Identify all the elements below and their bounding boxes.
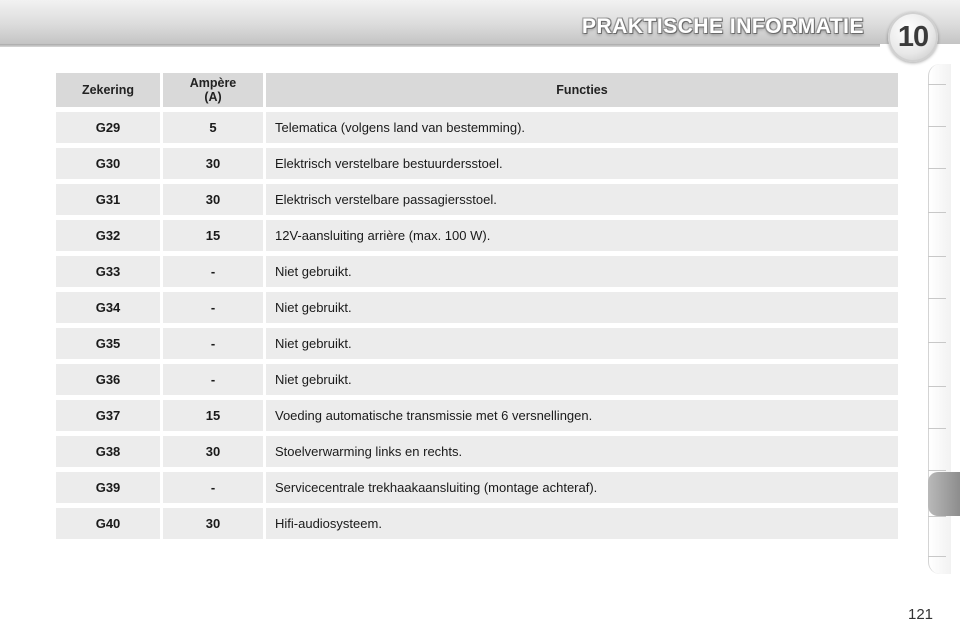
function-cell: Stoelverwarming links en rechts. [266,436,898,467]
fuse-table [53,68,901,544]
table-row [56,220,898,251]
function-cell: Niet gebruikt. [266,364,898,395]
chapter-tab-divider [928,342,946,343]
page-number: 121 [908,606,934,623]
table-row [56,292,898,323]
header-divider [0,44,880,47]
function-cell: Niet gebruikt. [266,328,898,359]
column-header-ampere-line2: (A) [204,90,222,104]
table-row [56,328,898,359]
ampere-cell: 15 [163,220,263,251]
ampere-cell: 15 [163,400,263,431]
column-header-fuse-label: Zekering [81,83,135,97]
function-cell: Servicecentrale trekhaakaansluiting (montage achteraf). [266,472,898,503]
column-header-functions [266,73,898,107]
ampere-cell: 30 [163,436,263,467]
table-row [56,148,898,179]
fuse-cell: G32 [56,220,160,251]
column-header-fuse [56,73,160,107]
table-row [56,364,898,395]
function-cell: 12V-aansluiting arrière (max. 100 W). [266,220,898,251]
ampere-cell: 30 [163,508,263,539]
table-row [56,184,898,215]
column-header-ampere-line1: Ampère [189,76,237,90]
function-cell: Niet gebruikt. [266,256,898,287]
chapter-tab-divider [928,126,946,127]
table-row [56,112,898,143]
chapter-tab-divider [928,298,946,299]
chapter-tab-divider [928,386,946,387]
chapter-tab-divider [928,516,946,517]
fuse-cell: G36 [56,364,160,395]
fuse-cell: G33 [56,256,160,287]
function-cell: Elektrisch verstelbare passagiersstoel. [266,184,898,215]
column-header-functions-label: Functies [556,83,608,97]
column-header-ampere [163,73,263,107]
ampere-cell: - [163,256,263,287]
page-title: PRAKTISCHE INFORMATIE [582,15,864,38]
ampere-cell: - [163,292,263,323]
ampere-cell: 30 [163,184,263,215]
chapter-tab-divider [928,168,946,169]
table-row [56,472,898,503]
ampere-cell: - [163,472,263,503]
fuse-cell: G40 [56,508,160,539]
chapter-tab-divider [928,212,946,213]
chapter-badge [888,12,938,62]
fuse-cell: G31 [56,184,160,215]
fuse-cell: G39 [56,472,160,503]
chapter-tab-divider [928,84,946,85]
ampere-cell: - [163,364,263,395]
function-cell: Niet gebruikt. [266,292,898,323]
table-row [56,256,898,287]
chapter-tab-divider [928,256,946,257]
chapter-tab-divider [928,470,946,471]
chapter-tab-divider [928,428,946,429]
fuse-cell: G34 [56,292,160,323]
fuse-cell: G38 [56,436,160,467]
chapter-tab-divider [928,556,946,557]
ampere-cell: 30 [163,148,263,179]
function-cell: Voeding automatische transmissie met 6 versnellingen. [266,400,898,431]
fuse-cell: G30 [56,148,160,179]
fuse-cell: G29 [56,112,160,143]
fuse-cell: G37 [56,400,160,431]
table-row [56,436,898,467]
chapter-number: 10 [897,20,929,53]
table-header-row [56,73,898,107]
table-row [56,508,898,539]
function-cell: Hifi-audiosysteem. [266,508,898,539]
ampere-cell: - [163,328,263,359]
ampere-cell: 5 [163,112,263,143]
function-cell: Telematica (volgens land van bestemming). [266,112,898,143]
table-row [56,400,898,431]
function-cell: Elektrisch verstelbare bestuurdersstoel. [266,148,898,179]
chapter-tab-active[interactable] [928,472,960,516]
fuse-cell: G35 [56,328,160,359]
